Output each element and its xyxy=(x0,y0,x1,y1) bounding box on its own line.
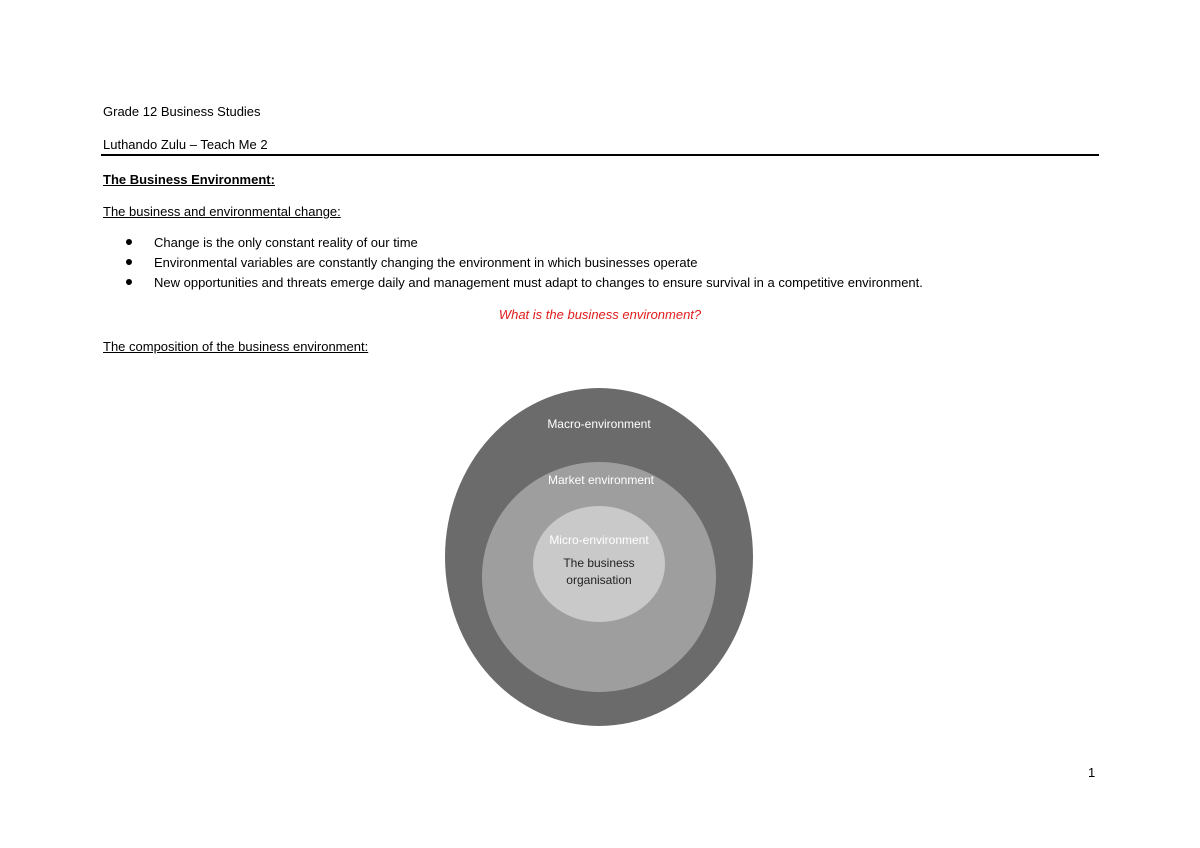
business-organisation-label-line2: organisation xyxy=(566,573,632,587)
header-course-title: Grade 12 Business Studies xyxy=(103,104,261,119)
micro-environment-label: Micro-environment xyxy=(549,533,649,547)
page-number: 1 xyxy=(1088,765,1096,780)
document-title: The Business Environment: xyxy=(103,172,275,187)
bullet-text: Change is the only constant reality of our time xyxy=(154,235,418,250)
bullet-icon xyxy=(126,259,132,265)
market-environment-label: Market environment xyxy=(547,473,655,487)
bullet-icon xyxy=(126,239,132,245)
section-heading-composition: The composition of the business environment: xyxy=(103,339,369,354)
bullet-text: Environmental variables are constantly changing the environment in which businesses operate xyxy=(154,255,698,270)
environment-diagram-svg xyxy=(443,386,755,728)
header-divider xyxy=(101,154,1099,156)
business-organisation-label-line1: The business xyxy=(563,556,635,570)
environment-diagram xyxy=(443,386,755,728)
question-text: What is the business environment? xyxy=(498,307,702,322)
macro-environment-label: Macro-environment xyxy=(547,417,651,431)
bullet-icon xyxy=(126,279,132,285)
bullet-text: New opportunities and threats emerge daily and management must adapt to changes to ensure survival in a competitive environment. xyxy=(154,275,923,290)
section-heading-environmental-change: The business and environmental change: xyxy=(103,204,341,219)
header-author: Luthando Zulu – Teach Me 2 xyxy=(103,137,268,152)
